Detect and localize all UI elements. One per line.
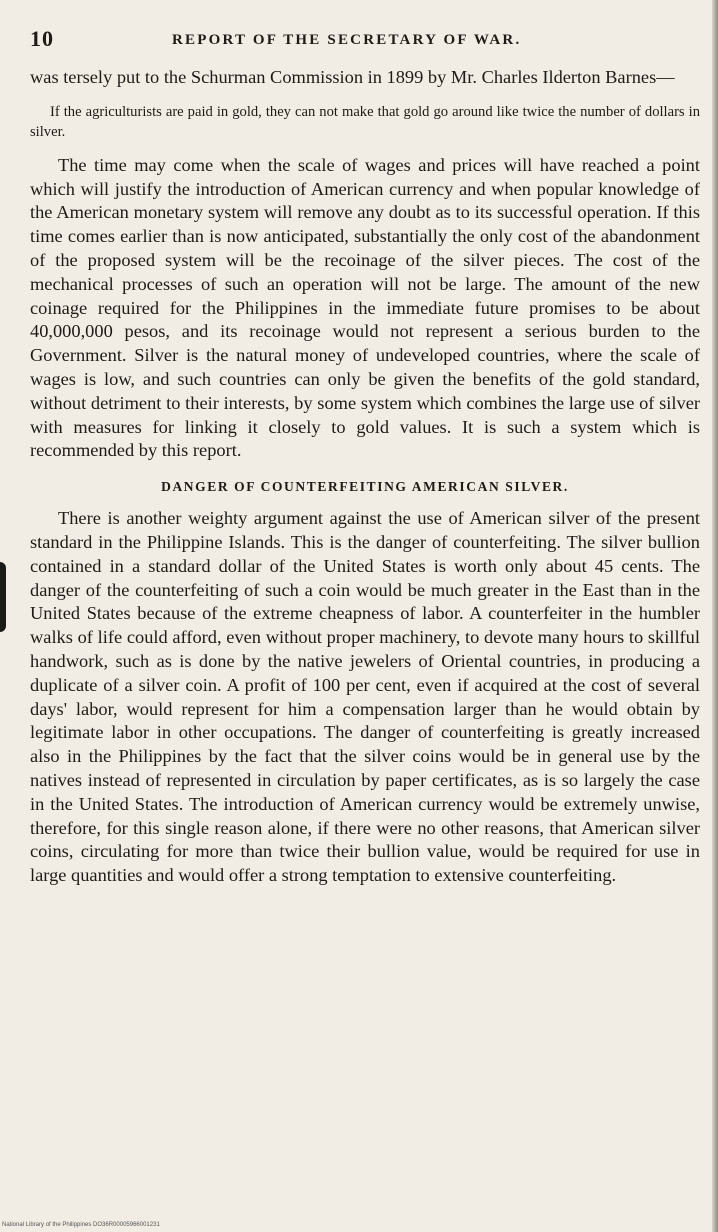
paragraph-counterfeiting: There is another weighty argument against the use of American silver of the present standard in the Philippine Islands. This is the danger of counterfeiting. The silver bullion contained in a standard dollar of the United States is worth only about 45 cents. The danger of the counterfeiting of such a coin would be much greater in the East than in the United States because of the extreme cheapness of labor. A counterfeiter in the humbler walks of life could afford, even without proper machinery, to devote many hours to skillful handwork, such as is done by the native jewelers of Oriental countries, in producing a duplicate of a silver coin. A profit of 100 per cent, even if acquired at the cost of several days' labor, would represent for him a compensation larger than he would obtain by legitimate labor in other occupations. The danger of counterfeiting is greatly increased also in the Philippines by the fact that the silver coins would be in general use by the natives instead of represented in circulation by paper certificates, as is so largely the case in the United States. The introduction of American currency would be extremely unwise, therefore, for this single reason alone, if there were no other reasons, that American silver coins, circulating for more than twice their bullion value, would be required for use in large quantities and would offer a strong temptation to extensive counterfeiting. bbox=[30, 508, 700, 886]
page-header bbox=[30, 26, 700, 56]
running-head: REPORT OF THE SECRETARY OF WAR. bbox=[172, 32, 522, 48]
page-number: 10 bbox=[30, 26, 54, 51]
page-body bbox=[30, 66, 700, 888]
section-heading: DANGER OF COUNTERFEITING AMERICAN SILVER. bbox=[161, 479, 569, 495]
scan-footer: National Library of the Philippines DO36R00005966001231 bbox=[2, 1222, 160, 1228]
intro-paragraph: was tersely put to the Schurman Commission in 1899 by Mr. Charles Ilderton Barnes— bbox=[30, 67, 675, 87]
binding-shadow bbox=[0, 562, 6, 632]
block-quote: If the agriculturists are paid in gold, they can not make that gold go around like twice the number of dollars in silver. bbox=[30, 103, 700, 140]
page-edge bbox=[712, 0, 718, 1232]
paragraph-time-may-come: The time may come when the scale of wages and prices will have reached a point which will justify the introduction of American currency and when popular knowledge of the American monetary system will remove any doubt as to its successful operation. If this time comes earlier than is now anticipated, substantially the only cost of the abandonment of the proposed system will be the recoinage of the silver pieces. The cost of the mechanical processes of such an operation will not be large. The amount of the new coinage required for the Philippines in the immediate future promises to be about 40,000,000 pesos, and its recoinage would not represent a serious burden to the Government. Silver is the natural money of undeveloped countries, where the scale of wages is low, and such countries can only be given the benefits of the gold standard, without detriment to their interests, by some system which combines the large use of silver with measures for linking it closely to gold values. It is such a system which is recommended by this report. bbox=[30, 154, 700, 461]
